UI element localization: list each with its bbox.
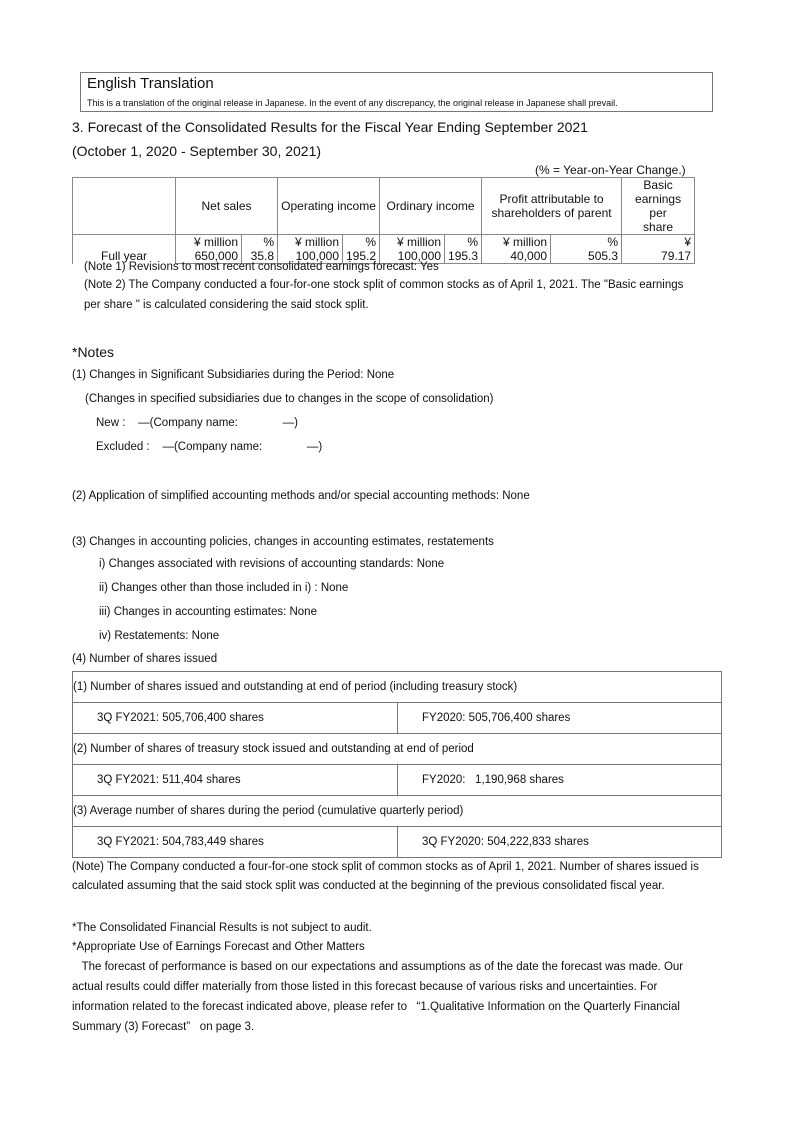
corner-cell — [73, 178, 176, 235]
notes-heading: *Notes — [72, 344, 115, 360]
forecast-text-line3: information related to the forecast indicated above, please refer to “1.Qualitative Information on the Quarterly Financial — [72, 1001, 680, 1013]
header-net-sales: Net sales — [176, 178, 278, 235]
header-profit-line2: shareholders of parent — [491, 206, 612, 220]
shares-prior: FY2020: 1,190,968 shares — [398, 765, 722, 796]
header-eps-line2: earnings per — [635, 192, 682, 220]
forecast-text-line2: actual results could differ materially from those listed in this forecast because of various risks and uncertainties. For — [72, 981, 658, 993]
shares-section-title: (2) Number of shares of treasury stock issued and outstanding at end of period — [73, 734, 722, 765]
shares-note-line1: (Note) The Company conducted a four-for-one stock split of common stocks as of April 1, 2021. Number of shares issued is — [72, 861, 699, 873]
unit-cell: % — [242, 235, 278, 250]
shares-section-title: (1) Number of shares issued and outstanding at end of period (including treasury stock) — [73, 672, 722, 703]
unit-cell: ¥ million — [278, 235, 343, 250]
value-operating-income: 100,000 — [278, 249, 343, 264]
notes-item-3-iii: iii) Changes in accounting estimates: None — [99, 606, 317, 618]
header-profit-attributable — [482, 178, 622, 235]
forecast-text-line1: The forecast of performance is based on our expectations and assumptions as of the date the forecast was made. Our — [72, 961, 684, 973]
value-eps: 79.17 — [622, 249, 695, 264]
unit-cell: % — [445, 235, 482, 250]
shares-current: 3Q FY2021: 505,706,400 shares — [73, 703, 398, 734]
notes-item-1: (1) Changes in Significant Subsidiaries during the Period: None — [72, 369, 395, 381]
header-operating-income: Operating income — [278, 178, 380, 235]
banner-title: English Translation — [87, 75, 214, 92]
header-profit-line1: Profit attributable to — [499, 192, 604, 206]
unit-cell: % — [343, 235, 380, 250]
forecast-table — [72, 177, 695, 264]
notes-item-1-sub: (Changes in specified subsidiaries due to changes in the scope of consolidation) — [85, 393, 494, 405]
row-label: Full year — [73, 235, 176, 264]
forecast-period: (October 1, 2020 - September 30, 2021) — [72, 143, 322, 159]
shares-current: 3Q FY2021: 511,404 shares — [73, 765, 398, 796]
shares-prior: 3Q FY2020: 504,222,833 shares — [398, 827, 722, 858]
notes-item-2: (2) Application of simplified accounting methods and/or special accounting methods: None — [72, 490, 530, 502]
shares-prior: FY2020: 505,706,400 shares — [398, 703, 722, 734]
notes-item-4: (4) Number of shares issued — [72, 653, 218, 665]
forecast-text-line4: Summary (3) Forecast” on page 3. — [72, 1021, 255, 1033]
header-eps — [622, 178, 695, 235]
value-net-sales: 650,000 — [176, 249, 242, 264]
shares-note-line2: calculated assuming that the said stock split was conducted at the beginning of the previous consolidated fiscal year. — [72, 880, 665, 892]
unit-cell: ¥ million — [380, 235, 445, 250]
banner-subtitle: This is a translation of the original release in Japanese. In the event of any discrepancy, the original release in Japanese shall prevail. — [87, 98, 618, 108]
value-operating-income-pct: 195.2 — [343, 249, 380, 264]
value-profit-pct: 505.3 — [551, 249, 622, 264]
notes-item-3-iv: iv) Restatements: None — [99, 630, 220, 642]
note-2-line2: per share " is calculated considering the said stock split. — [84, 299, 369, 311]
unit-cell: ¥ million — [176, 235, 242, 250]
header-ordinary-income: Ordinary income — [380, 178, 482, 235]
yoy-note: (% = Year-on-Year Change.) — [535, 163, 686, 177]
shares-table — [72, 671, 722, 858]
value-net-sales-pct: 35.8 — [242, 249, 278, 264]
note-1: (Note 1) Revisions to most recent consolidated earnings forecast: Yes — [84, 261, 439, 273]
notes-item-3-i: i) Changes associated with revisions of accounting standards: None — [99, 558, 445, 570]
value-ordinary-income: 100,000 — [380, 249, 445, 264]
value-ordinary-income-pct: 195.3 — [445, 249, 482, 264]
forecast-use-heading: *Appropriate Use of Earnings Forecast and Other Matters — [72, 941, 365, 953]
header-eps-line1: Basic — [643, 178, 673, 192]
notes-item-1-excluded: Excluded : ―(Company name: ―) — [96, 441, 323, 453]
value-profit: 40,000 — [482, 249, 551, 264]
notes-item-3-ii: ii) Changes other than those included in i) : None — [99, 582, 349, 594]
unit-cell: % — [551, 235, 622, 250]
shares-section-title: (3) Average number of shares during the period (cumulative quarterly period) — [73, 796, 722, 827]
unit-cell: ¥ — [622, 235, 695, 250]
notes-item-3: (3) Changes in accounting policies, changes in accounting estimates, restatements — [72, 536, 494, 548]
translation-banner — [80, 72, 713, 112]
section-heading: 3. Forecast of the Consolidated Results for the Fiscal Year Ending September 2021 — [72, 119, 588, 135]
unit-cell: ¥ million — [482, 235, 551, 250]
audit-note: *The Consolidated Financial Results is not subject to audit. — [72, 922, 372, 934]
note-2-line1: (Note 2) The Company conducted a four-for-one stock split of common stocks as of April 1, 2021. The "Basic earnings — [84, 279, 684, 291]
header-eps-line3: share — [643, 220, 674, 234]
shares-current: 3Q FY2021: 504,783,449 shares — [73, 827, 398, 858]
notes-item-1-new: New : ―(Company name: ―) — [96, 417, 298, 429]
